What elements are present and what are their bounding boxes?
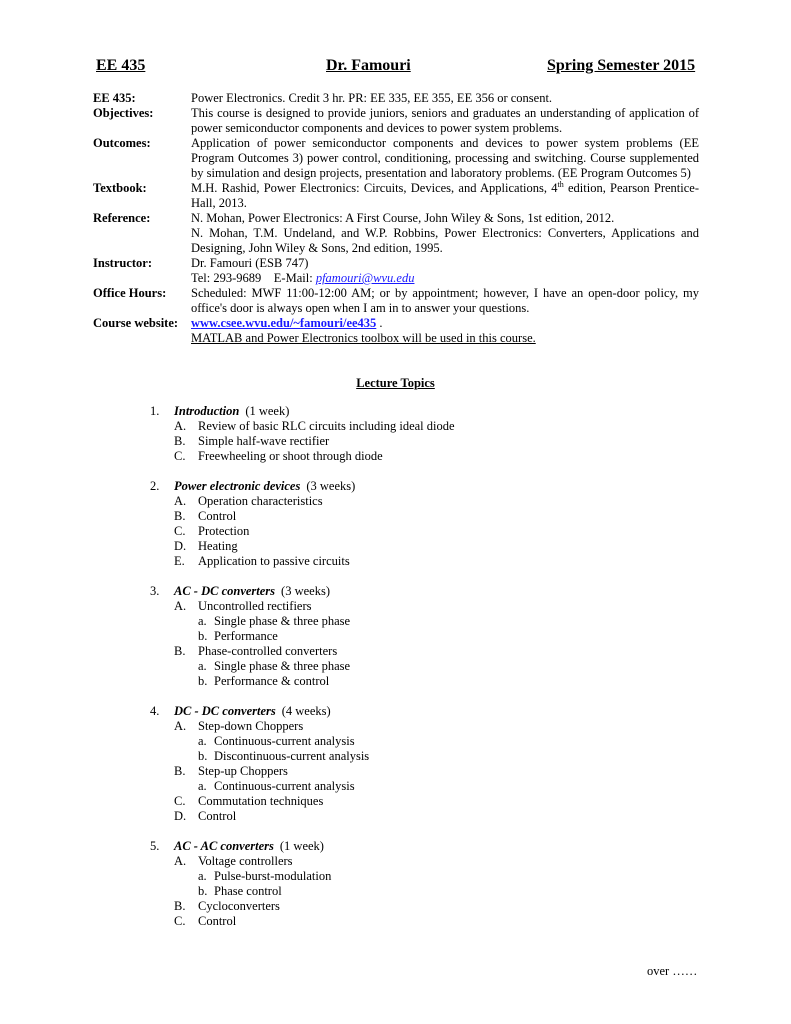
- topic-duration: (1 week): [279, 839, 324, 853]
- topic-item: [150, 419, 650, 434]
- topic: [150, 839, 650, 929]
- item-letter: A.: [174, 854, 187, 868]
- instructor-contact: [191, 271, 699, 286]
- topic-item: [150, 794, 650, 809]
- item-text: Step-down Choppers: [198, 719, 304, 733]
- topic-name: AC - AC converters: [174, 839, 274, 853]
- textbook-edition-suffix: th: [557, 179, 564, 189]
- item-letter: D.: [174, 809, 187, 823]
- topic-heading: [150, 584, 650, 599]
- topic-item: [150, 914, 650, 929]
- subitem-text: Performance: [214, 629, 278, 643]
- topic-name: DC - DC converters: [174, 704, 276, 718]
- subitem-text: Performance & control: [214, 674, 330, 688]
- topic-item: [150, 494, 650, 509]
- topic-duration: (3 weeks): [281, 584, 330, 598]
- instructor-value: [191, 256, 699, 286]
- topic-heading: [150, 404, 650, 419]
- website-value: [191, 316, 699, 346]
- semester-heading: Spring Semester 2015: [547, 57, 696, 74]
- topic-subitem: [150, 779, 650, 794]
- website-suffix: .: [376, 316, 383, 330]
- item-letter: E.: [174, 554, 185, 568]
- item-text: Heating: [198, 539, 238, 553]
- outcomes-label: Outcomes:: [93, 136, 151, 150]
- topic-name: Introduction: [174, 404, 240, 418]
- course-label: EE 435:: [93, 91, 136, 105]
- office-hours-label: Office Hours:: [93, 286, 167, 300]
- item-text: Freewheeling or shoot through diode: [198, 449, 383, 463]
- topic-duration: (4 weeks): [281, 704, 331, 718]
- topic-number: 2.: [150, 479, 160, 493]
- item-text: Control: [198, 509, 237, 523]
- topic-item: [150, 764, 650, 779]
- item-text: Commutation techniques: [198, 794, 324, 808]
- item-letter: B.: [174, 434, 186, 448]
- instructor-office: Dr. Famouri (ESB 747): [191, 256, 309, 270]
- item-text: Protection: [198, 524, 250, 538]
- objectives-row: [93, 106, 699, 136]
- item-text: Review of basic RLC circuits including ideal diode: [198, 419, 455, 433]
- subitem-text: Single phase & three phase: [214, 614, 351, 628]
- topic-number: 3.: [150, 584, 160, 598]
- subitem-letter: a.: [198, 659, 207, 673]
- item-text: Step-up Choppers: [198, 764, 288, 778]
- subitem-letter: b.: [198, 749, 208, 763]
- topic-subitem: [150, 884, 650, 899]
- outcomes-row: [93, 136, 699, 181]
- course-code-heading: EE 435: [96, 57, 146, 74]
- item-letter: C.: [174, 794, 186, 808]
- website-line: [191, 316, 699, 331]
- objectives-value: This course is designed to provide juniors, seniors and graduates an understanding of application of power semiconductor components and devices to power system problems.: [191, 106, 699, 135]
- reference-row: [93, 211, 699, 256]
- item-letter: C.: [174, 524, 186, 538]
- reference-value: [191, 211, 699, 256]
- topic: [150, 584, 650, 689]
- topic: [150, 704, 650, 824]
- topic-item: [150, 524, 650, 539]
- objectives-label: Objectives:: [93, 106, 154, 120]
- page-footer: over ……: [647, 964, 698, 978]
- topic-duration: (1 week): [245, 404, 290, 418]
- course-info-block: [93, 91, 699, 346]
- course-website-link[interactable]: www.csee.wvu.edu/~famouri/ee435: [191, 316, 377, 330]
- item-letter: B.: [174, 764, 186, 778]
- item-text: Uncontrolled rectifiers: [198, 599, 312, 613]
- item-letter: C.: [174, 914, 186, 928]
- course-row: [93, 91, 699, 106]
- topic-heading: [150, 839, 650, 854]
- item-letter: B.: [174, 509, 186, 523]
- topic-item: [150, 719, 650, 734]
- topic: [150, 404, 650, 464]
- topic-item: [150, 644, 650, 659]
- item-letter: A.: [174, 599, 187, 613]
- topic-subitem: [150, 659, 650, 674]
- topic-item: [150, 809, 650, 824]
- item-letter: D.: [174, 539, 187, 553]
- item-letter: B.: [174, 644, 186, 658]
- subitem-text: Discontinuous-current analysis: [214, 749, 370, 763]
- subitem-text: Continuous-current analysis: [214, 734, 355, 748]
- textbook-value: [191, 181, 699, 211]
- topic-heading: [150, 704, 650, 719]
- item-letter: B.: [174, 899, 186, 913]
- office-hours-row: [93, 286, 699, 316]
- website-label: Course website:: [93, 316, 179, 330]
- item-text: Application to passive circuits: [198, 554, 350, 568]
- subitem-text: Continuous-current analysis: [214, 779, 355, 793]
- topic-item: [150, 899, 650, 914]
- subitem-letter: b.: [198, 674, 208, 688]
- course-value: Power Electronics. Credit 3 hr. PR: EE 335, EE 355, EE 356 or consent.: [191, 91, 553, 105]
- item-letter: A.: [174, 419, 187, 433]
- item-text: Operation characteristics: [198, 494, 323, 508]
- reference-1: N. Mohan, Power Electronics: A First Course, John Wiley & Sons, 1st edition, 2012.: [191, 211, 615, 225]
- topic-subitem: [150, 749, 650, 764]
- topic-heading: [150, 479, 650, 494]
- topic-item: [150, 509, 650, 524]
- subitem-letter: b.: [198, 884, 208, 898]
- item-text: Control: [198, 809, 237, 823]
- subitem-letter: a.: [198, 869, 207, 883]
- topic-number: 1.: [150, 404, 160, 418]
- instructor-heading: Dr. Famouri: [326, 57, 411, 74]
- item-letter: A.: [174, 719, 187, 733]
- subitem-text: Pulse-burst-modulation: [214, 869, 332, 883]
- topic-name: Power electronic devices: [174, 479, 301, 493]
- outcomes-value: Application of power semiconductor components and devices to power system problems (EE Program Outcomes 3) power control, conditioning, processing and switching. Course supplemented by simulation and design projects, presentation and laboratory problems. (EE Program Outcomes 5): [191, 136, 699, 180]
- subitem-letter: a.: [198, 614, 207, 628]
- instructor-label: Instructor:: [93, 256, 153, 270]
- item-text: Cycloconverters: [198, 899, 280, 913]
- item-letter: A.: [174, 494, 187, 508]
- textbook-row: [93, 181, 699, 211]
- topic-item: [150, 554, 650, 569]
- lecture-topics-list: [150, 404, 650, 944]
- topic-number: 5.: [150, 839, 160, 853]
- reference-label: Reference:: [93, 211, 151, 225]
- subitem-letter: b.: [198, 629, 208, 643]
- topic-name: AC - DC converters: [174, 584, 276, 598]
- subitem-letter: a.: [198, 734, 207, 748]
- item-text: Simple half-wave rectifier: [198, 434, 330, 448]
- lecture-topics-title: Lecture Topics: [356, 376, 435, 390]
- textbook-text-end: edition, Pearson Prentice-Hall, 2013.: [191, 181, 699, 210]
- topic-subitem: [150, 869, 650, 884]
- email-link[interactable]: pfamouri@wvu.edu: [315, 271, 415, 285]
- instructor-row: [93, 256, 699, 286]
- subitem-letter: a.: [198, 779, 207, 793]
- item-text: Voltage controllers: [198, 854, 293, 868]
- matlab-note: MATLAB and Power Electronics toolbox will be used in this course.: [191, 331, 536, 345]
- topic-item: [150, 449, 650, 464]
- subitem-text: Phase control: [214, 884, 282, 898]
- topic-subitem: [150, 629, 650, 644]
- topic-subitem: [150, 614, 650, 629]
- topic-item: [150, 539, 650, 554]
- subitem-text: Single phase & three phase: [214, 659, 351, 673]
- topic-subitem: [150, 674, 650, 689]
- topic-item: [150, 434, 650, 449]
- item-letter: C.: [174, 449, 186, 463]
- instructor-tel: Tel: 293-9689 E-Mail:: [191, 271, 316, 285]
- item-text: Phase-controlled converters: [198, 644, 338, 658]
- textbook-text: M.H. Rashid, Power Electronics: Circuits, Devices, and Applications, 4: [191, 181, 558, 195]
- topic-duration: (3 weeks): [306, 479, 356, 493]
- office-hours-value: Scheduled: MWF 11:00-12:00 AM; or by appointment; however, I have an open-door policy, my office's door is always open when I am in to answer your questions.: [191, 286, 699, 315]
- topic-item: [150, 599, 650, 614]
- topic-item: [150, 854, 650, 869]
- item-text: Control: [198, 914, 237, 928]
- topic-subitem: [150, 734, 650, 749]
- topic: [150, 479, 650, 569]
- website-row: [93, 316, 699, 346]
- reference-2: N. Mohan, T.M. Undeland, and W.P. Robbins, Power Electronics: Converters, Applications and Designing, John Wiley & Sons, 2nd edition, 1995.: [191, 226, 699, 255]
- textbook-label: Textbook:: [93, 181, 147, 195]
- topic-number: 4.: [150, 704, 160, 718]
